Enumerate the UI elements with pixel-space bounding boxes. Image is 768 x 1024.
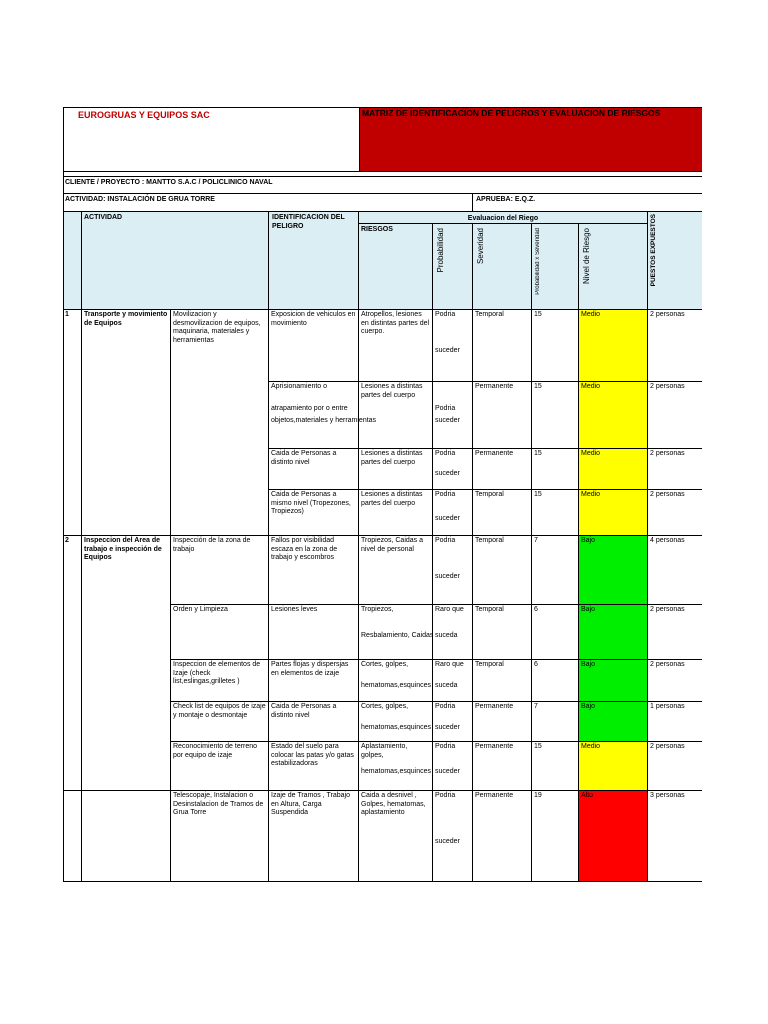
- hazard-cell: Aprisionamiento o: [271, 383, 328, 390]
- risk-cell: Tropiezos,: [361, 606, 394, 613]
- level-text: Alto: [581, 792, 594, 799]
- hazard-cell: Estado del suelo para colocar las patas y/o gatas estabilizadoras: [271, 743, 354, 767]
- prob-cell: Podria: [435, 450, 456, 457]
- col-severidad: Severidad: [476, 228, 485, 265]
- prob-cell: suceder: [435, 768, 460, 775]
- risk-cell: Lesiones a distintas partes del cuerpo: [361, 450, 423, 466]
- risk-cell: Caida a desnivel , Golpes, hematomas, aplastamiento: [361, 792, 426, 816]
- group-activity: Transporte y movimiento de Equipos: [84, 311, 168, 327]
- level-text: Medio: [581, 491, 601, 498]
- task-cell: Movilizacion y desmovilizacion de equipos, maquinaria, materiales y herramientas: [173, 311, 261, 344]
- prob-cell: suceder: [435, 470, 460, 477]
- approved-by: APRUEBA: E.Q.Z.: [476, 196, 536, 203]
- task-cell: Check list de equipos de izaje y montaje o desmontaje: [173, 703, 266, 719]
- col-peligro: IDENTIFICACION DEL PELIGRO: [272, 214, 345, 230]
- risk-cell: hematomas,esquinces: [361, 724, 432, 731]
- risk-cell: hematomas,esquinces: [361, 682, 432, 689]
- ps-cell: 19: [534, 792, 542, 799]
- exposed-cell: 2 personas: [650, 450, 685, 457]
- exposed-cell: 3 personas: [650, 792, 685, 799]
- severity-cell: Temporal: [475, 661, 504, 668]
- level-text: Medio: [581, 383, 601, 390]
- exposed-cell: 4 personas: [650, 537, 685, 544]
- risk-cell: Aplastamiento, golpes,: [361, 743, 408, 759]
- ps-cell: 15: [534, 743, 542, 750]
- exposed-cell: 2 personas: [650, 661, 685, 668]
- ps-cell: 6: [534, 606, 538, 613]
- hazard-cell: objetos,materiales y herramientas: [271, 417, 377, 424]
- level-text: Medio: [581, 311, 601, 318]
- ps-cell: 15: [534, 311, 542, 318]
- risk-cell: Cortes, golpes,: [361, 703, 409, 710]
- exposed-cell: 1 personas: [650, 703, 685, 710]
- col-puestos: PUESTOS EXPUESTOS: [650, 214, 657, 287]
- prob-cell: suceder: [435, 724, 460, 731]
- ps-cell: 15: [534, 491, 542, 498]
- col-nivel: Nivel de Riesgo: [582, 228, 591, 285]
- prob-cell: Podria: [435, 491, 456, 498]
- client-project: CLIENTE / PROYECTO : MANTTO S.A.C / POLICLINICO NAVAL: [65, 179, 273, 186]
- exposed-cell: 2 personas: [650, 606, 685, 613]
- prob-cell: suceder: [435, 515, 460, 522]
- task-cell: Orden y Limpieza: [173, 606, 228, 613]
- prob-cell: Podria: [435, 703, 456, 710]
- exposed-cell: 2 personas: [650, 743, 685, 750]
- hazard-cell: Partes flojas y dispersjas en elementos de izaje: [271, 661, 349, 677]
- risk-cell: Resbalamiento, Caidas: [361, 632, 434, 639]
- prob-cell: suceder: [435, 347, 460, 354]
- exposed-cell: 2 personas: [650, 491, 685, 498]
- prob-cell: suceder: [435, 417, 460, 424]
- prob-cell: suceda: [435, 682, 458, 689]
- group-number: 1: [65, 311, 69, 318]
- risk-cell: Atropellos, lesiones en distintas partes del cuerpo.: [361, 311, 430, 335]
- severity-cell: Permanente: [475, 450, 514, 457]
- ps-cell: 7: [534, 703, 538, 710]
- task-cell: Inspección de la zona de trabajo: [173, 537, 251, 553]
- severity-cell: Permanente: [475, 792, 514, 799]
- hazard-cell: Caida de Personas a distinto nivel: [271, 450, 337, 466]
- severity-cell: Temporal: [475, 537, 504, 544]
- prob-cell: suceda: [435, 632, 458, 639]
- prob-cell: Podria: [435, 792, 456, 799]
- severity-cell: Permanente: [475, 703, 514, 710]
- risk-cell: hematomas,esquinces: [361, 768, 432, 775]
- prob-cell: Podria: [435, 537, 456, 544]
- company-name: EUROGRUAS Y EQUIPOS SAC: [78, 110, 210, 120]
- risk-cell: Lesiones a distintas partes del cuerpo: [361, 383, 423, 399]
- matrix-title: MATRIZ DE IDENTIFICACION DE PELIGROS Y EVALUACION DE RIESGOS: [362, 108, 661, 118]
- risk-cell: Cortes, golpes,: [361, 661, 409, 668]
- col-riesgos: RIESGOS: [361, 226, 393, 233]
- task-cell: Telescopaje, Instalacion o Desinstalacion de Tramos de Grua Torre: [173, 792, 264, 816]
- col-actividad: ACTIVIDAD: [84, 214, 123, 221]
- group-number: 2: [65, 537, 69, 544]
- ps-cell: 6: [534, 661, 538, 668]
- level-text: Medio: [581, 450, 601, 457]
- prob-cell: Podria: [435, 311, 456, 318]
- prob-cell: suceder: [435, 573, 460, 580]
- hazard-cell: Caida de Personas a mismo nivel (Tropezones, Tropiezos): [271, 491, 351, 515]
- level-text: Bajo: [581, 537, 596, 544]
- severity-cell: Temporal: [475, 311, 504, 318]
- prob-cell: suceder: [435, 838, 460, 845]
- hazard-cell: atrapamiento por o entre: [271, 405, 348, 412]
- level-text: Bajo: [581, 661, 596, 668]
- exposed-cell: 2 personas: [650, 311, 685, 318]
- group-activity: Inspeccion del Area de trabajo e inspección de Equipos: [84, 537, 162, 561]
- activity-title: ACTIVIDAD: INSTALACIÓN DE GRUA TORRE: [65, 196, 215, 203]
- severity-cell: Temporal: [475, 606, 504, 613]
- hazard-cell: Lesiones leves: [271, 606, 318, 613]
- severity-cell: Permanente: [475, 383, 514, 390]
- task-cell: Reconocimiento de terreno por equipo de izaje: [173, 743, 258, 759]
- level-text: Bajo: [581, 703, 596, 710]
- prob-cell: Podria: [435, 405, 456, 412]
- task-cell: Inspeccion de elementos de Izaje (check list,eslingas,grilletes ): [173, 661, 261, 685]
- col-prob-sev: Probabilidad x Severidad: [535, 228, 541, 295]
- ps-cell: 7: [534, 537, 538, 544]
- col-probabilidad: Probabilidad: [436, 228, 445, 273]
- prob-cell: Podria: [435, 743, 456, 750]
- severity-cell: Permanente: [475, 743, 514, 750]
- severity-cell: Temporal: [475, 491, 504, 498]
- ps-cell: 15: [534, 450, 542, 457]
- hazard-cell: Izaje de Tramos , Trabajo en Altura, Carga Suspendida: [271, 792, 350, 816]
- exposed-cell: 2 personas: [650, 383, 685, 390]
- level-cell: [578, 790, 648, 882]
- risk-cell: Tropiezos, Caidas a nivel de personal: [361, 537, 423, 553]
- risk-cell: Lesiones a distintas partes del cuerpo: [361, 491, 423, 507]
- prob-cell: Raro que: [435, 606, 464, 613]
- hazard-cell: Fallos por visibilidad escaza en la zona de trabajo y escombros: [271, 537, 338, 561]
- hazard-cell: Exposicion de vehiculos en movimiento: [271, 311, 356, 327]
- col-evaluacion: Evaluacion del Riego: [467, 215, 539, 222]
- hazard-cell: Caida de Personas a distinto nivel: [271, 703, 337, 719]
- level-text: Bajo: [581, 606, 596, 613]
- ps-cell: 15: [534, 383, 542, 390]
- level-text: Medio: [581, 743, 601, 750]
- prob-cell: Raro que: [435, 661, 464, 668]
